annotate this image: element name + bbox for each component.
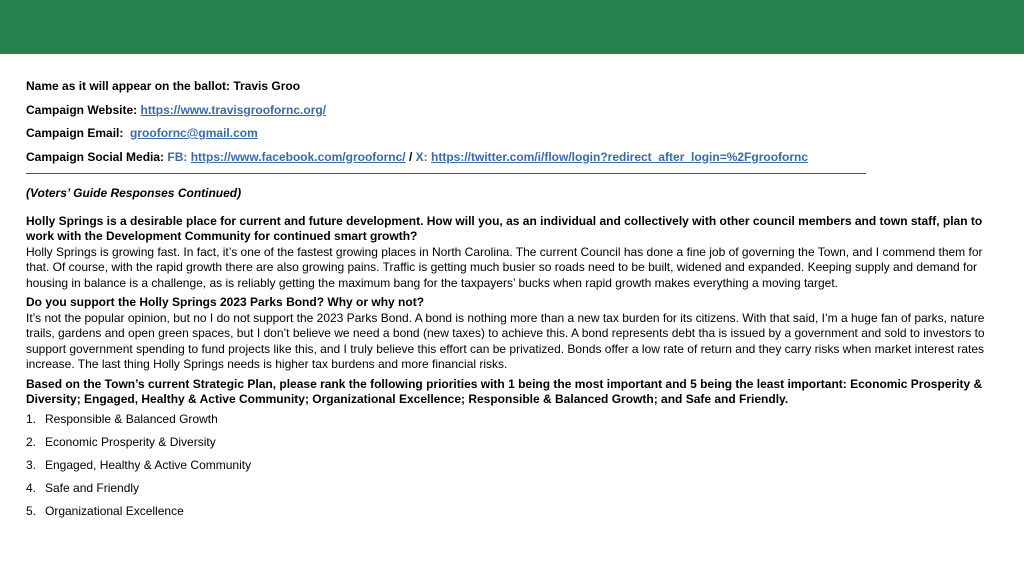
rank-label: Safe and Friendly <box>45 481 140 496</box>
top-banner <box>0 0 1024 54</box>
campaign-social-line <box>26 150 996 166</box>
rank-label: Economic Prosperity & Diversity <box>45 434 216 449</box>
question-strategic-plan: Based on the Town’s current Strategic Plan, please rank the following priorities with 1 being the most important and 5 being the least important: Economic Prosperity & Diversity; Engaged, Healthy & Active Community; Organizational Excellence; Responsible & Balanced Growth; and Safe and Friendly. <box>26 376 983 406</box>
website-label: Campaign Website: <box>26 102 138 117</box>
qa-strategic-plan <box>26 377 996 520</box>
qa-parks-bond <box>26 295 996 373</box>
social-separator: / <box>408 149 413 164</box>
qa-development <box>26 214 996 292</box>
email-link[interactable]: groofornc@gmail.com <box>130 126 258 140</box>
section-note: (Voters’ Guide Responses Continued) <box>26 186 242 200</box>
question-parks-bond: Do you support the Holly Springs 2023 Parks Bond? Why or why not? <box>26 295 425 309</box>
rank-label: Organizational Excellence <box>45 504 184 519</box>
ballot-name: Name as it will appear on the ballot: Travis Groo <box>26 79 301 93</box>
facebook-link[interactable]: https://www.facebook.com/groofornc/ <box>190 149 406 164</box>
rank-number: 3. <box>26 457 37 472</box>
document-body <box>26 79 996 527</box>
priority-ranking-list <box>26 412 996 520</box>
rank-number: 4. <box>26 481 37 496</box>
rank-number: 2. <box>26 434 37 449</box>
list-item <box>26 412 996 428</box>
x-link[interactable]: https://twitter.com/i/flow/login?redirect_after_login=%2Fgroofornc <box>431 149 809 164</box>
list-item <box>26 458 996 474</box>
fb-prefix: FB: <box>167 149 188 164</box>
email-label: Campaign Email: <box>26 126 124 140</box>
campaign-email-line <box>26 126 996 142</box>
website-link[interactable]: https://www.travisgroofornc.org/ <box>140 102 327 117</box>
campaign-website-line <box>26 103 996 119</box>
divider <box>26 173 866 174</box>
list-item <box>26 435 996 451</box>
rank-number: 5. <box>26 504 37 519</box>
rank-number: 1. <box>26 411 37 426</box>
answer-parks-bond: It’s not the popular opinion, but no I do not support the 2023 Parks Bond. A bond is nothing more than a new tax burden for its citizens. With that said, I’m a huge fan of parks, nature trails, gardens and open green spaces, but I don’t believe we need a bond (new taxes) to achieve this. A bond represents debt tha is issued by a government and sold to investors to support government spending to fund projects like this, and I truly believe this effort can be privatized. Bonds offer a low rate of return and they carry risks when market interest rates increase. The last thing Holly Springs needs is higher tax burdens and more financial risks. <box>26 310 985 371</box>
social-label: Campaign Social Media: <box>26 149 165 164</box>
list-item <box>26 504 996 520</box>
list-item <box>26 481 996 497</box>
rank-label: Responsible & Balanced Growth <box>45 411 218 426</box>
x-prefix: X: <box>415 149 428 164</box>
rank-label: Engaged, Healthy & Active Community <box>45 457 252 472</box>
question-development: Holly Springs is a desirable place for current and future development. How will you, as an individual and collectively with other council members and town staff, plan to work with the Development Community for continued smart growth? <box>26 213 983 243</box>
answer-development: Holly Springs is growing fast. In fact, it’s one of the fastest growing places in North Carolina. The current Council has done a fine job of governing the Town, and I commend them for that. Of course, with the rapid growth there are also growing pains. Traffic is getting much busier so roads need to be built, widened and expanded. Keeping supply and demand for housing in balance is a challenge, as is reliably getting the maximum bang for the taxpayers’ bucks when rapid growth makes everything a moving target. <box>26 244 983 290</box>
